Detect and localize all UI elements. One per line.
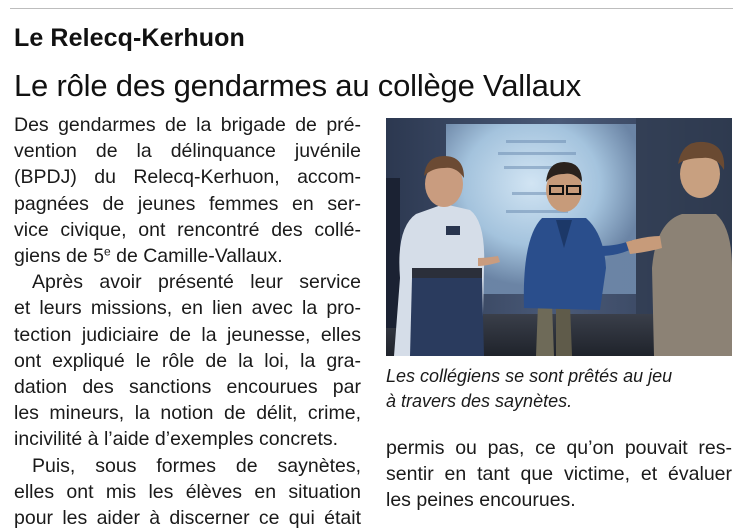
text-line: pour les aider à discerner ce qui était — [14, 507, 361, 530]
text-line: dation des sanctions encourues par — [14, 376, 361, 399]
text-line: Puis, sous formes de saynètes, — [32, 454, 361, 477]
text-line: vention de la délinquance juvénile — [14, 140, 361, 163]
text-line: ont expliqué le rôle de la loi, la gra- — [14, 349, 361, 372]
text-line: les mineurs, la notion de délit, crime, — [14, 402, 361, 425]
text-line: Après avoir présenté leur service — [32, 271, 361, 294]
photo-illustration — [386, 118, 732, 356]
text-line: et leurs missions, en lien avec la pro- — [14, 297, 361, 320]
paragraph-3 — [14, 453, 361, 531]
text-line: Des gendarmes de la brigade de pré- — [14, 114, 361, 136]
photo-caption — [386, 364, 732, 414]
text-line: vice civique, ont rencontré des collé- — [14, 218, 361, 241]
ordinal-superscript: e — [104, 244, 111, 259]
text-line: incivilité à l’aide d’exemples concrets. — [14, 428, 339, 451]
paragraph-2 — [14, 269, 361, 452]
section-label: Le Relecq-Kerhuon — [14, 24, 245, 52]
article-photo — [386, 118, 732, 356]
text-line: pagnées de jeunes femmes en ser- — [14, 192, 361, 215]
text-fragment: de Camille-Vallaux. — [110, 245, 283, 268]
article-body-left-column — [14, 112, 361, 531]
article-body-right-column — [386, 435, 732, 514]
article-title: Le rôle des gendarmes au collège Vallaux — [14, 68, 582, 103]
text-line: les peines encourues. — [386, 489, 576, 512]
caption-line: Les collégiens se sont prêtés au jeu — [386, 366, 673, 386]
text-line: tection judiciaire de la jeunesse, elles — [14, 323, 361, 346]
text-line — [14, 243, 361, 269]
text-line: elles ont mis les élèves en situation — [14, 480, 361, 503]
text-fragment: giens de 5 — [14, 245, 104, 268]
text-line: sentir en tant que victime, et évaluer — [386, 463, 732, 486]
caption-line: à travers des saynètes. — [386, 391, 573, 411]
paragraph-1 — [14, 112, 361, 269]
text-line: permis ou pas, ce qu’on pouvait res- — [386, 437, 732, 459]
top-divider — [10, 8, 733, 9]
text-line: (BPDJ) du Relecq-Kerhuon, accom- — [14, 166, 361, 189]
